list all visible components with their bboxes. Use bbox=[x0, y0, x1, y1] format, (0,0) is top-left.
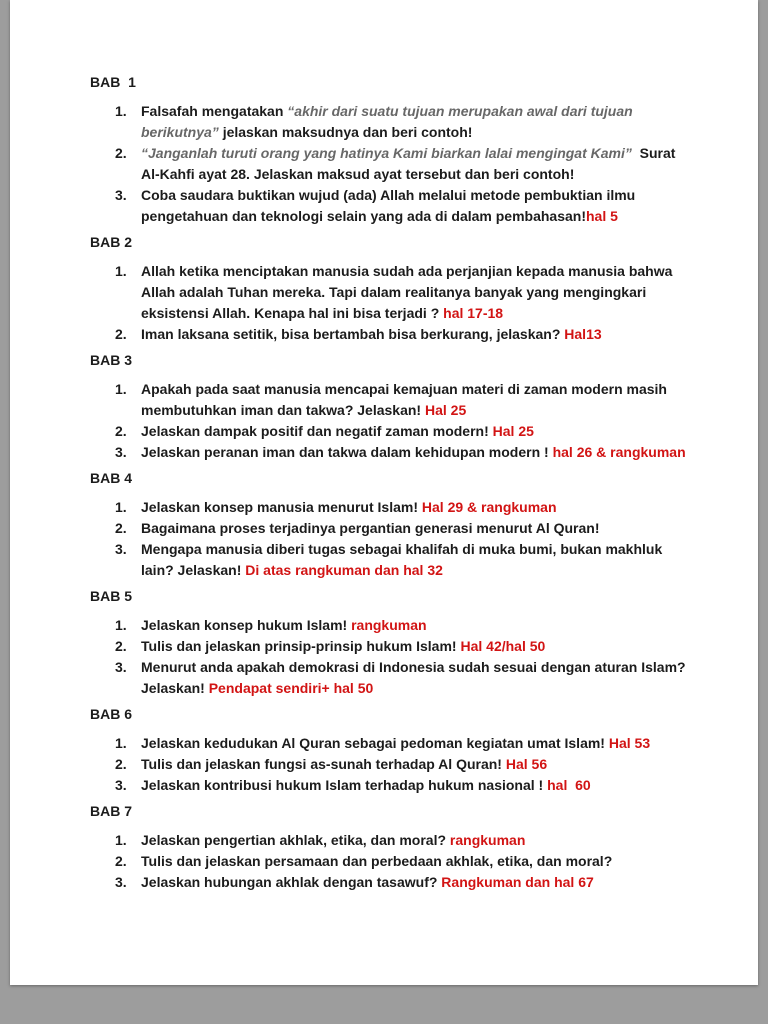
item-text bbox=[141, 442, 688, 463]
text-segment-red: Hal 42/hal 50 bbox=[460, 638, 546, 654]
section-bab-2 bbox=[90, 232, 688, 345]
item-number: 2. bbox=[115, 520, 127, 536]
question-item bbox=[90, 185, 688, 227]
text-segment-normal: Jelaskan kontribusi hukum Islam terhadap hukum nasional ! bbox=[141, 777, 548, 793]
text-segment-red: Hal 53 bbox=[608, 735, 651, 751]
question-item bbox=[90, 261, 688, 324]
text-segment-normal: Tulis dan jelaskan persamaan dan perbedaan akhlak, etika, dan moral? bbox=[141, 853, 613, 869]
item-number: 2. bbox=[115, 853, 127, 869]
text-segment-normal: Jelaskan konsep manusia menurut Islam! bbox=[141, 499, 422, 515]
item-text bbox=[141, 615, 688, 636]
question-list bbox=[90, 615, 688, 699]
text-segment-normal: jelaskan maksudnya dan beri contoh! bbox=[218, 124, 473, 140]
item-text bbox=[141, 497, 688, 518]
text-segment-normal: Bagaimana proses terjadinya pergantian generasi menurut Al Quran! bbox=[141, 520, 600, 536]
item-number: 3. bbox=[115, 777, 127, 793]
text-segment-normal: Jelaskan kedudukan Al Quran sebagai pedoman kegiatan umat Islam! bbox=[141, 735, 609, 751]
text-segment-normal: Jelaskan peranan iman dan takwa dalam kehidupan modern ! bbox=[141, 444, 553, 460]
question-item bbox=[90, 442, 688, 463]
question-item bbox=[90, 421, 688, 442]
item-text bbox=[141, 185, 688, 227]
section-title: BAB 1 bbox=[90, 74, 136, 90]
text-segment-red: Hal 25 bbox=[424, 402, 467, 418]
item-number: 2. bbox=[115, 638, 127, 654]
text-segment-red: Hal 29 & rangkuman bbox=[421, 499, 557, 515]
text-segment-normal: Jelaskan pengertian akhlak, etika, dan moral? bbox=[141, 832, 450, 848]
item-number: 2. bbox=[115, 423, 127, 439]
question-item bbox=[90, 657, 688, 699]
item-number: 2. bbox=[115, 145, 127, 161]
item-number: 2. bbox=[115, 756, 127, 772]
text-segment-red: Di atas rangkuman dan hal 32 bbox=[245, 562, 443, 578]
question-list bbox=[90, 379, 688, 463]
text-segment-normal: Allah ketika menciptakan manusia sudah ada perjanjian kepada manusia bahwa Allah adalah Tuhan mereka. Tapi dalam realitanya banyak yang mengingkari eksistensi Allah. Kenapa hal ini bisa terjadi ? bbox=[141, 263, 676, 321]
item-text bbox=[141, 143, 688, 185]
text-segment-red: hal 5 bbox=[586, 208, 618, 224]
text-segment-normal: Tulis dan jelaskan fungsi as-sunah terhadap Al Quran! bbox=[141, 756, 506, 772]
item-number: 2. bbox=[115, 326, 127, 342]
question-item bbox=[90, 101, 688, 143]
text-segment-normal: Iman laksana setitik, bisa bertambah bisa berkurang, jelaskan? bbox=[141, 326, 565, 342]
section-bab-6 bbox=[90, 704, 688, 796]
question-item bbox=[90, 143, 688, 185]
text-segment-red: hal 60 bbox=[547, 777, 591, 793]
text-segment-normal: Jelaskan hubungan akhlak dengan tasawuf? bbox=[141, 874, 442, 890]
text-segment-normal: Tulis dan jelaskan prinsip-prinsip hukum Islam! bbox=[141, 638, 461, 654]
text-segment-normal: Falsafah mengatakan bbox=[141, 103, 288, 119]
item-text bbox=[141, 518, 688, 539]
item-number: 1. bbox=[115, 103, 127, 119]
item-number: 1. bbox=[115, 832, 127, 848]
item-text bbox=[141, 261, 688, 324]
text-segment-normal: Jelaskan dampak positif dan negatif zaman modern! bbox=[141, 423, 493, 439]
question-list bbox=[90, 497, 688, 581]
item-number: 3. bbox=[115, 874, 127, 890]
item-number: 3. bbox=[115, 187, 127, 203]
item-text bbox=[141, 421, 688, 442]
item-text bbox=[141, 101, 688, 143]
text-segment-red: rangkuman bbox=[449, 832, 526, 848]
item-text bbox=[141, 872, 688, 893]
text-segment-normal: Apakah pada saat manusia mencapai kemajuan materi di zaman modern masih membutuhkan iman dan takwa? Jelaskan! bbox=[141, 381, 671, 418]
item-text bbox=[141, 733, 688, 754]
text-segment-red: rangkuman bbox=[351, 617, 427, 633]
question-list bbox=[90, 101, 688, 227]
text-segment-red: hal 26 & rangkuman bbox=[552, 444, 686, 460]
section-title: BAB 7 bbox=[90, 803, 133, 819]
item-number: 3. bbox=[115, 541, 127, 557]
section-bab-1 bbox=[90, 72, 688, 227]
text-segment-red: Hal 25 bbox=[492, 423, 534, 439]
section-title: BAB 6 bbox=[90, 706, 133, 722]
question-item bbox=[90, 775, 688, 796]
item-number: 3. bbox=[115, 444, 127, 460]
question-item bbox=[90, 733, 688, 754]
text-segment-normal: Mengapa manusia diberi tugas sebagai khalifah di muka bumi, bukan makhluk lain? Jelaskan! bbox=[141, 541, 667, 578]
item-number: 1. bbox=[115, 499, 127, 515]
section-title: BAB 4 bbox=[90, 470, 133, 486]
item-number: 1. bbox=[115, 735, 127, 751]
text-segment-normal: Coba saudara buktikan wujud (ada) Allah melalui metode pembuktian ilmu pengetahuan dan teknologi selain yang ada di dalam pembahasan! bbox=[141, 187, 640, 224]
text-segment-italic: “akhir dari suatu tujuan merupakan awal dari tujuan berikutnya” bbox=[141, 103, 637, 140]
item-number: 1. bbox=[115, 381, 127, 397]
text-segment-red: hal 17-18 bbox=[443, 305, 504, 321]
item-text bbox=[141, 539, 688, 581]
item-text bbox=[141, 851, 688, 872]
section-bab-4 bbox=[90, 468, 688, 581]
text-segment-red: Hal13 bbox=[564, 326, 602, 342]
section-bab-7 bbox=[90, 801, 688, 893]
text-segment-normal: Surat Al-Kahfi ayat 28. Jelaskan maksud ayat tersebut dan beri contoh! bbox=[141, 145, 679, 182]
text-segment-normal: Menurut anda apakah demokrasi di Indonesia sudah sesuai dengan aturan Islam? Jelaskan! bbox=[141, 659, 690, 696]
question-item bbox=[90, 539, 688, 581]
section-title: BAB 2 bbox=[90, 234, 133, 250]
item-text bbox=[141, 379, 688, 421]
question-item bbox=[90, 872, 688, 893]
question-list bbox=[90, 830, 688, 893]
item-text bbox=[141, 636, 688, 657]
section-bab-3 bbox=[90, 350, 688, 463]
section-title: BAB 3 bbox=[90, 352, 133, 368]
text-segment-normal: Jelaskan konsep hukum Islam! bbox=[141, 617, 352, 633]
document-content bbox=[10, 0, 758, 893]
question-item bbox=[90, 497, 688, 518]
item-text bbox=[141, 324, 688, 345]
question-item bbox=[90, 379, 688, 421]
item-number: 1. bbox=[115, 617, 127, 633]
document-page bbox=[10, 0, 758, 985]
item-text bbox=[141, 775, 688, 796]
item-number: 3. bbox=[115, 659, 127, 675]
item-text bbox=[141, 754, 688, 775]
item-text bbox=[141, 830, 688, 851]
section-title: BAB 5 bbox=[90, 588, 133, 604]
text-segment-red: Rangkuman dan hal 67 bbox=[441, 874, 594, 890]
question-item bbox=[90, 754, 688, 775]
text-segment-italic: “Janganlah turuti orang yang hatinya Kami biarkan lalai mengingat Kami” bbox=[141, 145, 632, 161]
item-number: 1. bbox=[115, 263, 127, 279]
question-item bbox=[90, 851, 688, 872]
question-item bbox=[90, 324, 688, 345]
item-text bbox=[141, 657, 688, 699]
text-segment-red: Pendapat sendiri+ hal 50 bbox=[208, 680, 374, 696]
question-item bbox=[90, 636, 688, 657]
question-list bbox=[90, 261, 688, 345]
question-item bbox=[90, 830, 688, 851]
question-item bbox=[90, 518, 688, 539]
section-bab-5 bbox=[90, 586, 688, 699]
text-segment-red: Hal 56 bbox=[505, 756, 548, 772]
question-item bbox=[90, 615, 688, 636]
question-list bbox=[90, 733, 688, 796]
